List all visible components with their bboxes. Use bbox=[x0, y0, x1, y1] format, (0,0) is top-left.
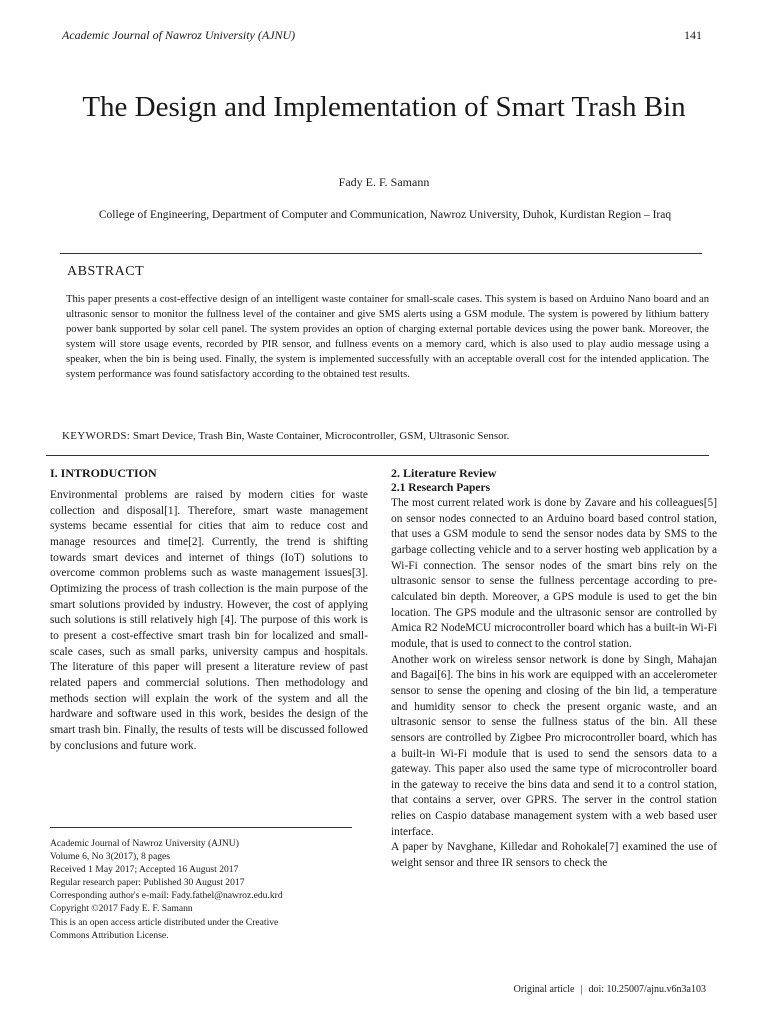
doi-link[interactable]: doi: 10.25007/ajnu.v6n3a103 bbox=[588, 984, 706, 995]
literature-paragraph: The most current related work is done by Zavare and his colleagues[5] on sensor nodes connected to an Arduino board based control station, that uses a GSM module to send the sensor nodes data by SMS to the garbage collecting vehicle and to a server hosting web application by a Wi-Fi connection. The sensor nodes of the smart bins rely on the ultrasonic sensor to sense the fullness percentage according to pre-calculated bin depth. Moreover, a GPS module is used to get the bin location. The GPS module and the ultrasonic sensor are controlled by Amica R2 NodeMCU microcontroller board which has a built-in Wi-Fi module, that is used to connect to the control station. bbox=[391, 497, 717, 650]
running-header-journal: Academic Journal of Nawroz University (AJNU) bbox=[62, 28, 296, 42]
page-footer bbox=[514, 984, 706, 995]
abstract-text: This paper presents a cost-effective design of an intelligent waste container for small-scale cases. This system is based on Arduino Nano board and an ultrasonic sensor to monitor the fullness level of the container and give SMS alerts using a GSM module. The system is powered by lithium battery power bank supported by solar cell panel. The system provides an option of charging external portable devices using the power bank. Moreover, the system will store usage events, recorded by PIR sensor, and fullness events on a memory card, which is also used to play audio message using a speaker, when the bin is being used. Finally, the system is implemented successfully with an acceptable overall cost for the intended application. The system performance was found satisfactory according to the obtained test results. bbox=[66, 294, 709, 381]
footer-separator: | bbox=[580, 984, 583, 995]
paper-title: The Design and Implementation of Smart Trash Bin bbox=[82, 91, 686, 124]
literature-paragraph: Another work on wireless sensor network is done by Singh, Mahajan and Bagai[6]. The bins in his work are equipped with an accelerometer sensor to sense the opening and closing of the bin lid, a temperature and humidity sensor to check the present organic waste, and an ultrasonic sensor to sense the fullness status of the bin. All these sensors are controlled by Zigbee Pro microcontroller board, which has a built-in Wi-Fi module that is used to send the sensors data to a gateway. This paper also used the same type of microcontroller board in the gateway to receive the bins data and send it to a control station, that contains a server, over GPRS. The server in the control station relies on Caspio database management system with a web based user interface. bbox=[391, 653, 717, 838]
footnote-line: Volume 6, No 3(2017), 8 pages bbox=[50, 851, 170, 863]
research-papers-subheading: 2.1 Research Papers bbox=[391, 482, 491, 494]
keywords-text: Smart Device, Trash Bin, Waste Container, Microcontroller, GSM, Ultrasonic Sensor. bbox=[130, 430, 510, 442]
author-affiliation: College of Engineering, Department of Computer and Communication, Nawroz University, Duhok, Kurdistan Region – Iraq bbox=[98, 209, 672, 221]
footnote-line: Copyright ©2017 Fady E. F. Samann bbox=[50, 903, 193, 915]
introduction-text: Environmental problems are raised by modern cities for waste collection and disposal[1]. Therefore, smart waste management systems became essential for cities that aim to reduce cost and manage resources and time[2]. Currently, the trend is shifting towards smart devices and internet of things (IoT) solutions to overcome common problems such as waste management issues[3]. Optimizing the process of trash collection is the main purpose of the smart solutions provided by industry. However, the cost of applying such solutions is still relatively high [4]. The purpose of this work is to present a cost-effective smart trash bin for localized and small-scale cases, such as small parks, university campus and hospitals. The literature of this paper will present a literature review of past related papers and commercial solutions. Then methodology and methods section will explain the work of the system and all the hardware and software used in this work, besides the design of the smart trash bin. Finally, the results of tests will be discussed followed by conclusions and future work. bbox=[50, 489, 368, 752]
author-name: Fady E. F. Samann bbox=[338, 175, 430, 189]
literature-paragraph: A paper by Navghane, Killedar and Rohokale[7] examined the use of weight sensor and three IR sensors to check the bbox=[391, 841, 717, 870]
right-column bbox=[391, 465, 717, 872]
footnote-line: Received 1 May 2017; Accepted 16 August 2017 bbox=[50, 864, 239, 876]
page-number: 141 bbox=[684, 28, 702, 42]
introduction-heading: I. INTRODUCTION bbox=[50, 466, 157, 480]
footnote-line: Academic Journal of Nawroz University (AJNU) bbox=[50, 838, 239, 849]
abstract-heading: ABSTRACT bbox=[67, 264, 145, 279]
footnote-line: Corresponding author's e-mail: Fady.fathel@nawroz.edu.krd bbox=[50, 890, 283, 902]
top-divider bbox=[60, 253, 702, 254]
footnote-line: Commons Attribution License. bbox=[50, 929, 169, 941]
footnote-line: This is an open access article distributed under the Creative bbox=[50, 916, 279, 928]
keywords-line bbox=[62, 430, 712, 442]
left-column bbox=[50, 465, 368, 754]
section-divider bbox=[46, 455, 709, 456]
footnote-line: Regular research paper: Published 30 August 2017 bbox=[50, 877, 245, 889]
article-type: Original article bbox=[513, 984, 575, 995]
article-info-footnote bbox=[50, 837, 380, 942]
literature-review-heading: 2. Literature Review bbox=[391, 466, 497, 480]
keywords-label: KEYWORDS: bbox=[62, 430, 131, 442]
footnote-divider bbox=[50, 827, 352, 828]
